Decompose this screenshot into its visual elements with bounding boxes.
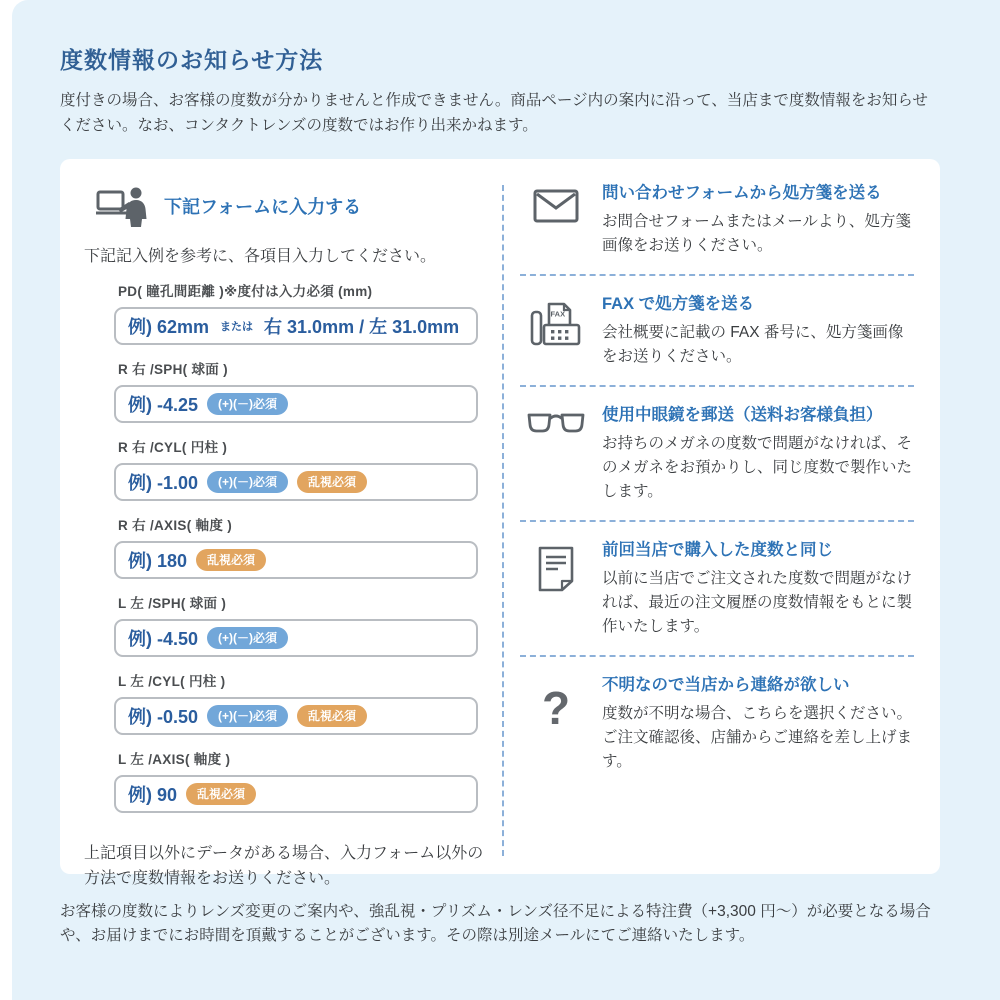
field-value: 例) -4.25 — [128, 394, 199, 415]
field-input-pd[interactable] — [114, 307, 478, 345]
astigmatism-required-badge: 乱視必須 — [196, 549, 266, 571]
field-label-l-cyl: L 左 /CYL( 円柱 ) — [118, 673, 226, 689]
field-label-r-cyl: R 右 /CYL( 円柱 ) — [118, 439, 228, 455]
method-previous-order — [520, 524, 918, 653]
field-value: 例) 180 — [128, 550, 188, 571]
form-instruction: 下記記入例を参考に、各項目入力してください。 — [84, 247, 437, 265]
method-text — [602, 290, 918, 369]
question-icon: ? — [541, 681, 571, 734]
form-footer-note: 上記項目以外にデータがある場合、入力フォーム以外の方法で度数情報をお送りください。 — [84, 844, 484, 888]
method-title: 前回当店で購入した度数と同じ — [602, 540, 833, 559]
method-body: 以前に当店でご注文された度数で問題がなければ、最近の注文履歴の度数情報をもとに製作いたします。 — [602, 569, 913, 635]
form-fields — [114, 280, 478, 813]
method-divider — [520, 274, 914, 276]
methods-column — [504, 159, 940, 874]
method-divider — [520, 385, 914, 387]
field-value: 右 31.0mm / 左 31.0mm — [264, 316, 460, 337]
method-body: お持ちのメガネの度数で問題がなければ、そのメガネをお預かりし、同じ度数で製作いたします。 — [602, 434, 913, 500]
method-unknown-contact-me — [520, 659, 918, 788]
field-label-l-sph: L 左 /SPH( 球面 ) — [118, 595, 227, 611]
method-title: 不明なので当店から連絡が欲しい — [602, 675, 850, 694]
method-body: お問合せフォームまたはメールより、処方箋画像をお送りください。 — [602, 212, 911, 254]
fax-icon — [520, 290, 592, 369]
method-contact-form — [520, 167, 918, 272]
method-divider — [520, 655, 914, 657]
method-body: 度数が不明な場合、こちらを選択ください。ご注文確認後、店舗からご連絡を差し上げます。 — [602, 704, 913, 770]
form-header — [96, 185, 502, 227]
astigmatism-required-badge: 乱視必須 — [186, 783, 256, 805]
sign-required-badge: (+)(－)必須 — [207, 627, 288, 649]
field-label-r-axis: R 右 /AXIS( 軸度 ) — [118, 517, 233, 533]
method-fax — [520, 278, 918, 383]
astigmatism-required-badge: 乱視必須 — [297, 705, 367, 727]
info-panel — [12, 0, 1000, 1000]
method-text — [602, 179, 918, 258]
field-value: 例) 90 — [128, 784, 178, 805]
field-value: 例) -0.50 — [128, 706, 199, 727]
method-mail-glasses — [520, 389, 918, 518]
glasses-icon — [520, 401, 592, 504]
method-text — [602, 536, 918, 639]
content-card — [60, 159, 940, 888]
method-title: 問い合わせフォームから処方箋を送る — [602, 183, 882, 202]
mail-icon — [520, 179, 592, 258]
method-title: 使用中眼鏡を郵送（送料お客様負担） — [602, 405, 883, 424]
method-divider — [520, 520, 914, 522]
field-label-pd: PD( 瞳孔間距離 )※度付は入力必須 (mm) — [118, 283, 373, 299]
method-title: FAX で処方箋を送る — [602, 294, 755, 313]
page-title: 度数情報のお知らせ方法 — [60, 47, 324, 73]
field-value-connector: または — [220, 320, 254, 333]
sign-required-badge: (+)(－)必須 — [207, 393, 288, 415]
field-value: 例) -1.00 — [128, 472, 199, 493]
astigmatism-required-badge: 乱視必須 — [297, 471, 367, 493]
field-value: 例) -4.50 — [128, 628, 199, 649]
sign-required-badge: (+)(－)必須 — [207, 705, 288, 727]
field-input-r-cyl[interactable] — [114, 463, 478, 501]
method-text — [602, 671, 918, 774]
method-body: 会社概要に記載の FAX 番号に、処方箋画像をお送りください。 — [602, 323, 904, 365]
svg-text:FAX: FAX — [550, 309, 566, 319]
field-value: 例) 62mm — [128, 316, 210, 337]
sign-required-badge: (+)(－)必須 — [207, 471, 288, 493]
field-input-l-cyl[interactable] — [114, 697, 478, 735]
field-input-r-sph[interactable] — [114, 385, 478, 423]
form-heading: 下記フォームに入力する — [164, 196, 362, 217]
person-at-computer-icon — [96, 185, 150, 227]
footer-note: お客様の度数によりレンズ変更のご案内や、強乱視・プリズム・レンズ径不足による特注費（+3,300 円〜）が必要となる場合や、お届けまでにお時間を頂戴することがございます。その際は別途メールにてご連絡いたします。 — [60, 902, 931, 945]
field-label-r-sph: R 右 /SPH( 球面 ) — [118, 361, 228, 377]
field-input-l-axis[interactable] — [114, 775, 478, 813]
field-input-r-axis[interactable] — [114, 541, 478, 579]
field-input-l-sph[interactable] — [114, 619, 478, 657]
form-column — [60, 159, 502, 888]
document-icon — [520, 536, 592, 639]
intro-text: 度付きの場合、お客様の度数が分かりませんと作成できません。商品ページ内の案内に沿って、当店まで度数情報をお知らせください。なお、コンタクトレンズの度数ではお作り出来かねます。 — [60, 92, 928, 134]
method-text — [602, 401, 918, 504]
field-label-l-axis: L 左 /AXIS( 軸度 ) — [118, 751, 231, 767]
